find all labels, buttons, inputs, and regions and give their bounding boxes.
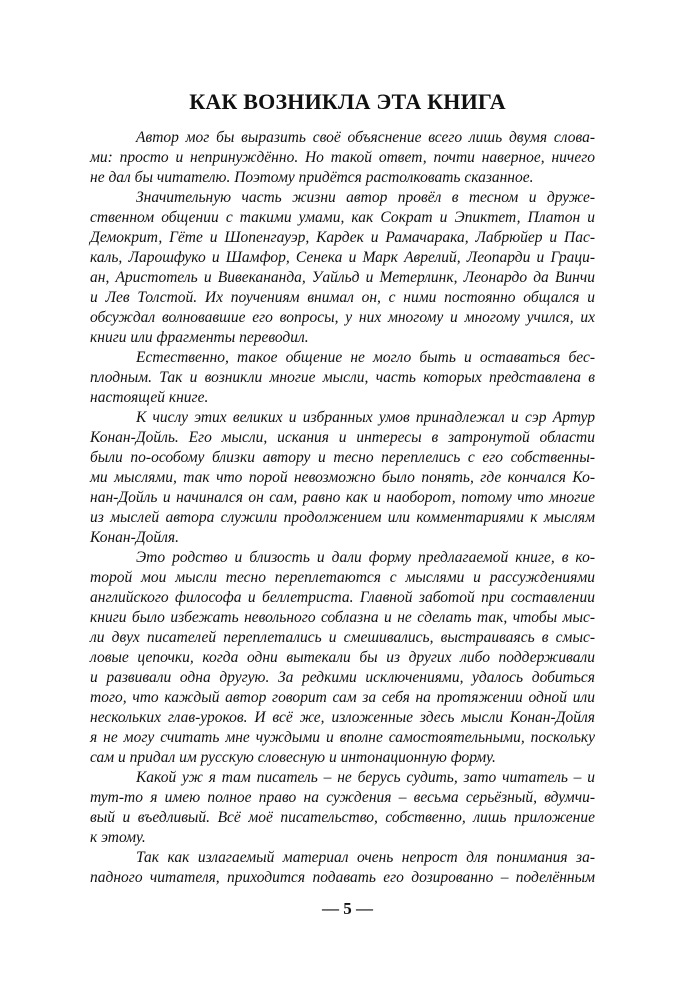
text-line: из мыслей автора служили продолжением или комментариями к мыслям <box>90 509 595 526</box>
text-line: книги или фрагменты переводил. <box>90 329 309 346</box>
paragraph <box>90 348 595 408</box>
text-line: сам и придал им русскую словесную и интонационную форму. <box>90 749 496 766</box>
text-line: Это родство и близость и дали форму предлагаемой книге, в ко- <box>136 549 595 566</box>
text-line: вый и въедливый. Всё моё писательство, собственно, лишь приложение <box>90 809 595 826</box>
text-line: плодным. Так и возникли многие мысли, часть которых представлена в <box>90 369 595 386</box>
paragraph <box>90 188 595 348</box>
body-text <box>90 128 595 888</box>
text-line: ми мыслями, так что порой невозможно было понять, где кончался Ко- <box>90 469 595 486</box>
text-line: обсуждал волновавшие его вопросы, у них многому и многому учился, их <box>90 309 595 326</box>
paragraph <box>90 768 595 848</box>
text-line: и развивали одна другую. За редкими исключениями, удалось добиться <box>90 669 595 686</box>
text-line: Так как излагаемый материал очень непрост для понимания за- <box>136 849 595 866</box>
text-line: к этому. <box>90 829 146 846</box>
text-line: Автор мог бы выразить своё объяснение всего лишь двумя слова- <box>136 129 595 146</box>
text-line: ан, Аристотель и Вивекананда, Уайльд и Метерлинк, Леонардо да Винчи <box>90 269 595 286</box>
text-line: каль, Ларошфуко и Шамфор, Сенека и Марк Аврелий, Леопарди и Граци- <box>90 249 595 266</box>
text-line: Конан-Дойля. <box>90 529 179 546</box>
text-line: К числу этих великих и избранных умов принадлежал и сэр Артур <box>136 409 595 426</box>
text-line: нескольких глав-уроков. И всё же, изложенные здесь мысли Конан-Дойля <box>90 709 595 726</box>
text-line: нан-Дойль и начинался он сам, равно как и наоборот, потому что многие <box>90 489 595 506</box>
text-line: падного читателя, приходится подавать его дозированно – поделённым <box>90 869 595 886</box>
chapter-title: КАК ВОЗНИКЛА ЭТА КНИГА <box>189 89 506 114</box>
text-line: ственном общении с такими умами, как Сократ и Эпиктет, Платон и <box>90 209 595 226</box>
text-line: Значительную часть жизни автор провёл в тесном и друже- <box>136 189 595 206</box>
text-line: настоящей книге. <box>90 389 209 406</box>
text-line: тут-то я имею полное право на суждения – весьма серьёзный, вдумчи- <box>90 789 595 806</box>
text-line: ми: просто и непринуждённо. Но такой ответ, почти наверное, ничего <box>90 149 595 166</box>
text-line: английского философа и беллетриста. Главной заботой при составлении <box>90 589 595 606</box>
paragraph <box>90 548 595 768</box>
text-line: были по-особому близки автору и тесно переплелись с его собственны- <box>90 449 595 466</box>
paragraph <box>90 848 595 888</box>
text-line: и Лев Толстой. Их поучениям внимал он, с ними постоянно общался и <box>90 289 595 306</box>
text-line: ли двух писателей переплетались и смешивались, выстраиваясь в смыс- <box>90 629 595 646</box>
paragraph <box>90 128 595 188</box>
text-line: ловые цепочки, когда одни вытекали бы из других либо поддерживали <box>90 649 595 666</box>
text-line: Естественно, такое общение не могло быть и оставаться бес- <box>136 349 595 366</box>
text-line: торой мои мысли тесно переплетаются с мыслями и рассуждениями <box>90 569 595 586</box>
text-line: Демокрит, Гёте и Шопенгауэр, Кардек и Рамачарака, Лабрюйер и Пас- <box>90 229 595 246</box>
paragraph <box>90 408 595 548</box>
text-line: книги было избежать невольного соблазна и не сделать так, чтобы мыс- <box>90 609 595 626</box>
text-line: не дал бы читателю. Поэтому придётся растолковать сказанное. <box>90 169 534 186</box>
page-number: — 5 — <box>322 899 373 918</box>
text-line: Конан-Дойль. Его мысли, искания и интересы в затронутой области <box>90 429 595 446</box>
text-line: я не могу считать мне чуждыми и вполне самостоятельными, поскольку <box>90 729 595 746</box>
text-line: того, что каждый автор говорит сам за себя на протяжении одной или <box>90 689 595 706</box>
text-line: Какой уж я там писатель – не берусь судить, зато читатель – и <box>136 769 595 786</box>
